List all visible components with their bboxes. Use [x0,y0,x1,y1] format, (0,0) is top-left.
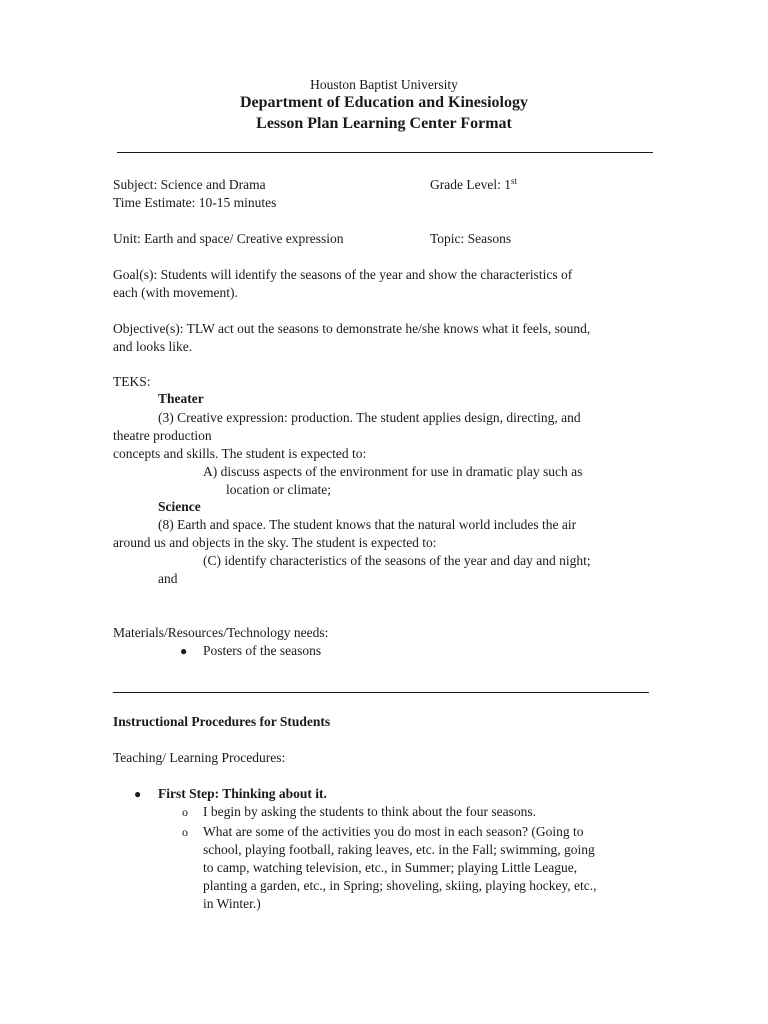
step-1-sub-2-line-4: planting a garden, etc., in Spring; shoveling, skiing, playing hockey, etc., [203,878,597,893]
time-estimate: Time Estimate: 10-15 minutes [113,195,277,210]
grade-superscript: st [510,176,517,186]
section-divider [113,692,649,693]
step-1-sub-2-line-1: What are some of the activities you do most in each season? (Going to [203,824,584,839]
topic-line: Topic: Seasons [430,231,512,246]
format-title: Lesson Plan Learning Center Format [256,115,512,132]
step-1-sub-1: I begin by asking the students to think about the four seasons. [203,804,536,819]
goals-line-2: each (with movement). [113,285,238,300]
bullet-icon: ● [180,644,188,658]
circle-bullet-icon: o [182,825,188,839]
procedures-heading: Instructional Procedures for Students [113,714,331,729]
step-1-heading: First Step: Thinking about it. [158,786,327,801]
university-name: Houston Baptist University [310,77,458,92]
theater-item-a-line-2: location or climate; [226,482,331,497]
theater-line-3: concepts and skills. The student is expected to: [113,446,367,461]
theater-heading: Theater [158,391,204,406]
objectives-line-1: Objective(s): TLW act out the seasons to demonstrate he/she knows what it feels, sound, [113,321,591,336]
science-and: and [158,571,178,586]
header-divider [117,152,653,153]
circle-bullet-icon: o [182,805,188,819]
bullet-icon: ● [134,787,142,801]
science-line-1: (8) Earth and space. The student knows that the natural world includes the air [158,517,577,532]
department-title: Department of Education and Kinesiology [239,94,528,111]
step-1-sub-2-line-2: school, playing football, raking leaves, etc. in the Fall; swimming, going [203,842,595,857]
grade-text: Grade Level: 1 [430,177,511,192]
science-line-2: around us and objects in the sky. The student is expected to: [113,535,437,550]
step-1-sub-2-line-3: to camp, watching television, etc., in Summer; playing Little League, [203,860,578,875]
theater-line-2: theatre production [113,428,212,443]
grade-line [430,176,517,194]
unit-line: Unit: Earth and space/ Creative expression [113,231,344,246]
theater-item-a-line-1: A) discuss aspects of the environment for use in dramatic play such as [203,464,583,479]
materials-item: Posters of the seasons [203,643,322,658]
science-heading: Science [158,499,201,514]
procedures-subheading: Teaching/ Learning Procedures: [113,750,286,765]
subject-line: Subject: Science and Drama [113,177,266,192]
objectives-line-2: and looks like. [113,339,193,354]
materials-label: Materials/Resources/Technology needs: [113,625,329,640]
goals-line-1: Goal(s): Students will identify the seasons of the year and show the characteristics of [113,267,573,282]
science-item-c: (C) identify characteristics of the seasons of the year and day and night; [203,553,591,568]
teks-label: TEKS: [113,374,151,389]
theater-line-1: (3) Creative expression: production. The student applies design, directing, and [158,410,581,425]
step-1-sub-2-line-5: in Winter.) [203,896,261,911]
